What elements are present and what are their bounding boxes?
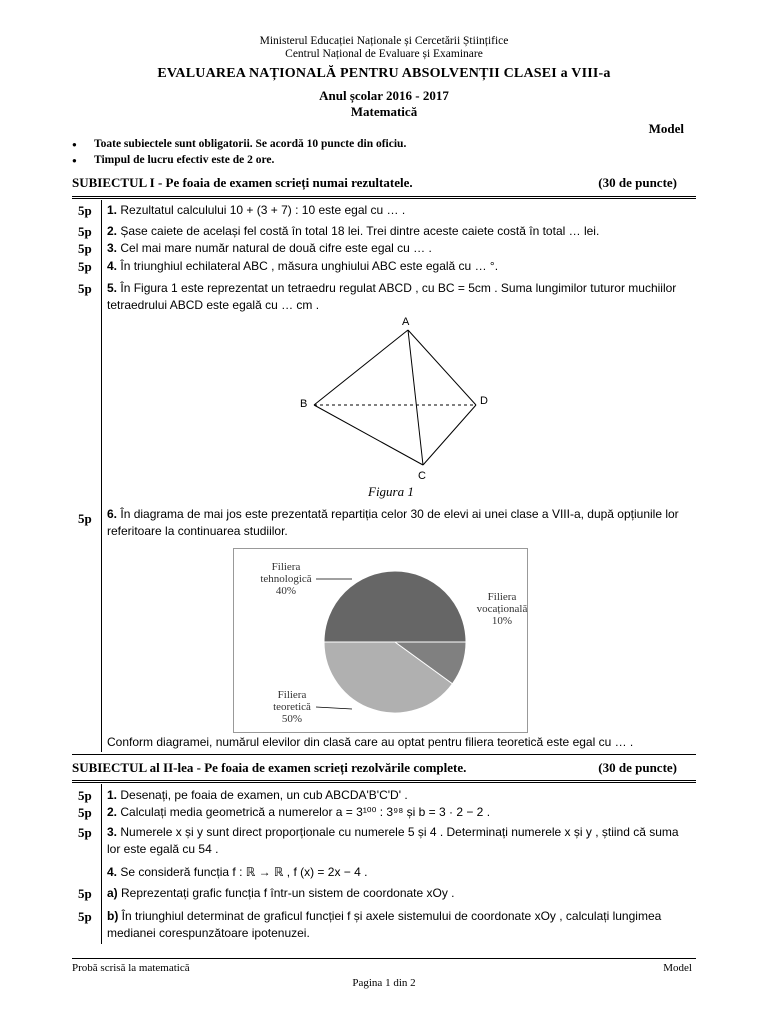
footer-divider (72, 958, 696, 959)
question-ii-4b: b) În triunghiul determinat de graficul funcției f și axele sistemului de coordonate xOy , calculați lungimea medianei corespunzătoare ipotenuzei. (107, 909, 662, 940)
question-ii-4a: a) Reprezentați grafic funcția f într-un sistem de coordonate xOy . (107, 886, 455, 900)
vertex-label: C (418, 470, 426, 482)
school-year: Anul școlar 2016 - 2017 (319, 88, 449, 103)
page-number: Pagina 1 din 2 (352, 977, 416, 989)
points-label: 5p (78, 909, 92, 924)
footer-right: Model (663, 962, 692, 974)
vertex-label: B (300, 398, 308, 410)
points-label: 5p (78, 203, 92, 218)
subject-name: Matematică (350, 104, 418, 119)
pie-label-theor: Filiera teoretică 50% (273, 689, 311, 725)
edge-ad (408, 330, 476, 405)
vertex-label: A (402, 316, 410, 328)
vertex-label: D (480, 395, 488, 407)
margin-line (101, 200, 102, 752)
bullet-item: ● Timpul de lucru efectiv este de 2 ore. (72, 154, 274, 166)
tetrahedron-figure (290, 312, 510, 484)
points-label: 5p (78, 241, 92, 256)
pie-chart-frame (233, 548, 528, 733)
pie-question: Conform diagramei, numărul elevilor din clasă care au optat pentru filiera teoretică este egal cu … . (107, 735, 634, 749)
section-divider (72, 754, 696, 755)
page-title: EVALUAREA NAȚIONALĂ PENTRU ABSOLVENȚII CLASEI a VIII-a (157, 66, 611, 81)
section-divider (72, 196, 696, 199)
question-3: 3. Cel mai mare număr natural de două cifre este egal cu … . (107, 241, 432, 255)
section1-title: SUBIECTUL I - Pe foaia de examen scrieți numai rezultatele. (72, 175, 413, 190)
points-label: 5p (78, 825, 92, 840)
question-6: 6. În diagrama de mai jos este prezentată repartiția celor 30 de elevi ai unei clase a VIII-a, după opțiunile lor referitoare la continuarea studiilor. (107, 507, 679, 538)
section-divider (72, 780, 696, 783)
edge-bc (314, 405, 423, 465)
points-label: 5p (78, 281, 92, 296)
center-name: Centrul Național de Evaluare și Examinare (285, 48, 483, 60)
edge-ac (408, 330, 423, 465)
bullet-item: ● Toate subiectele sunt obligatorii. Se acordă 10 puncte din oficiu. (72, 138, 406, 150)
section2-points: (30 de puncte) (598, 760, 677, 775)
pie-label-tech: Filiera tehnologică 40% (260, 561, 312, 597)
pie-label-voc: Filiera vocațională 10% (476, 591, 528, 627)
ministry-name: Ministerul Educației Naționale și Cercetării Științifice (259, 35, 509, 47)
question-ii-1: 1. Desenați, pe foaia de examen, un cub ABCDA'B'C'D' . (107, 788, 408, 802)
points-label: 5p (78, 259, 92, 274)
edge-dc (423, 405, 476, 465)
section1-points: (30 de puncte) (598, 175, 677, 190)
margin-line (101, 784, 102, 944)
points-label: 5p (78, 805, 92, 820)
question-ii-3: 3. Numerele x și y sunt direct proporționale cu numerele 5 și 4 . Determinați numerele x și y , știind că suma lor este egală cu 54 . (107, 825, 679, 856)
question-ii-2: 2. Calculați media geometrică a numerelor a = 3¹⁰⁰ : 3⁹⁸ și b = 3 · 2 − 2 . (107, 805, 491, 819)
question-5: 5. În Figura 1 este reprezentat un tetraedru regulat ABCD , cu BC = 5cm . Suma lungimilor tuturor muchiilor tetraedrului ABCD este egală cu … cm . (107, 281, 677, 312)
points-label: 5p (78, 224, 92, 239)
edge-ab (314, 330, 408, 405)
question-1: 1. Rezultatul calculului 10 + (3 + 7) : 10 este egal cu … . (107, 203, 406, 217)
section2-title: SUBIECTUL al II-lea - Pe foaia de examen scrieți rezolvările complete. (72, 760, 467, 775)
question-4: 4. În triunghiul echilateral ABC , măsura unghiului ABC este egală cu … °. (107, 259, 499, 273)
points-label: 5p (78, 886, 92, 901)
question-2: 2. Șase caiete de același fel costă în total 18 lei. Trei dintre aceste caiete costă în total … lei. (107, 224, 600, 238)
points-label: 5p (78, 788, 92, 803)
question-ii-4: 4. Se consideră funcția f : ℝ → ℝ , f (x) = 2x − 4 . (107, 865, 368, 879)
model-label: Model (648, 121, 684, 136)
points-label: 5p (78, 511, 92, 526)
figure-caption: Figura 1 (368, 484, 414, 499)
footer-left: Probă scrisă la matematică (72, 962, 190, 974)
pie-slice-teoretica (324, 571, 466, 642)
